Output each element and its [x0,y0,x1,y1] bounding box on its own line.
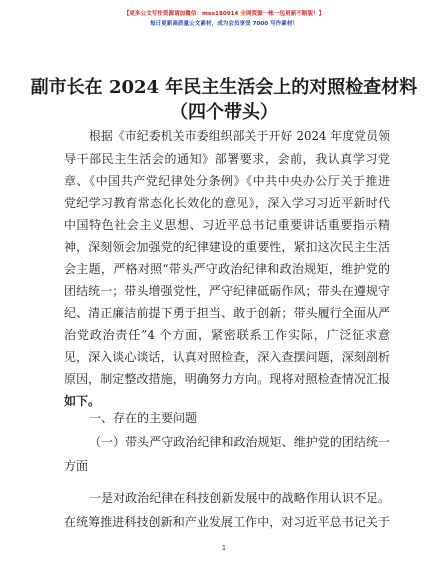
paragraph-1-line: 治党政治责任”4 个方面，紧密联系工作实际，广泛征求意 [64,328,390,342]
paragraph-1-line: 原因，制定整改措施，明确努力方向。现将对照检查情况汇报 [64,372,390,386]
section-heading: 一、存在的主要问题 [89,411,198,425]
page-number: 1 [221,544,227,552]
paragraph-1-line: 纪、清正廉洁前提下勇于担当、敢于创新；带头履行全面从严 [64,306,390,320]
paragraph-1-line: 导干部民主生活会的通知》部署要求，会前，我认真学习党 [64,152,390,166]
paragraph-1-line: 党纪学习教育常态化长效化的意见》，深入学习习近平新时代 [64,196,390,210]
paragraph-1-line: 根据《市纪委机关市委组织部关于开好 2024 年度党员领 [89,129,390,143]
paragraph-1-line: 团结统一；带头增强党性，严守纪律砥砺作风；带头在遵规守 [64,284,390,298]
paragraph-1-line: 如下。 [64,394,101,408]
document-title: 副市长在 2024 年民主生活会上的对照检查材料 [30,77,418,98]
document-subtitle: （四个带头） [170,102,278,123]
subsection-heading-line: 方面 [64,459,89,473]
subsection-heading-line: （一）带头严守政治纪律和政治规矩、维护党的团结统一 [89,435,390,449]
paragraph-2-line: 在统筹推进科技创新和产业发展工作中，对习近平总书记关于 [64,515,390,529]
paragraph-1-line: 章、《中国共产党纪律处分条例》《中共中央办公厅关于推进 [64,174,390,188]
paragraph-2-line: 一是对政治纪律在科技创新发展中的战略作用认识不足。 [89,491,390,505]
paragraph-1-line: 神，深刻领会加强党的纪律建设的重要性，紧扣这次民主生活 [64,240,390,254]
paragraph-1-line: 中国特色社会主义思想、习近平总书记重要讲话重要指示精 [64,218,390,232]
paragraph-1-line: 会主题，严格对照“带头严守政治纪律和政治规矩，维护党的 [64,262,390,276]
promo-banner-line-2: 每日更新高质量公文素材，成为会员享受 7000 写作素材！ [149,21,299,27]
paragraph-1-line: 见，深入谈心谈话，认真对照检查，深入查摆问题，深刻剖析 [64,350,390,364]
promo-banner-line-1: 【更多公文写作资源请加微信：mso180914 全网资源一帐一包更新不断版！】 [123,11,325,17]
